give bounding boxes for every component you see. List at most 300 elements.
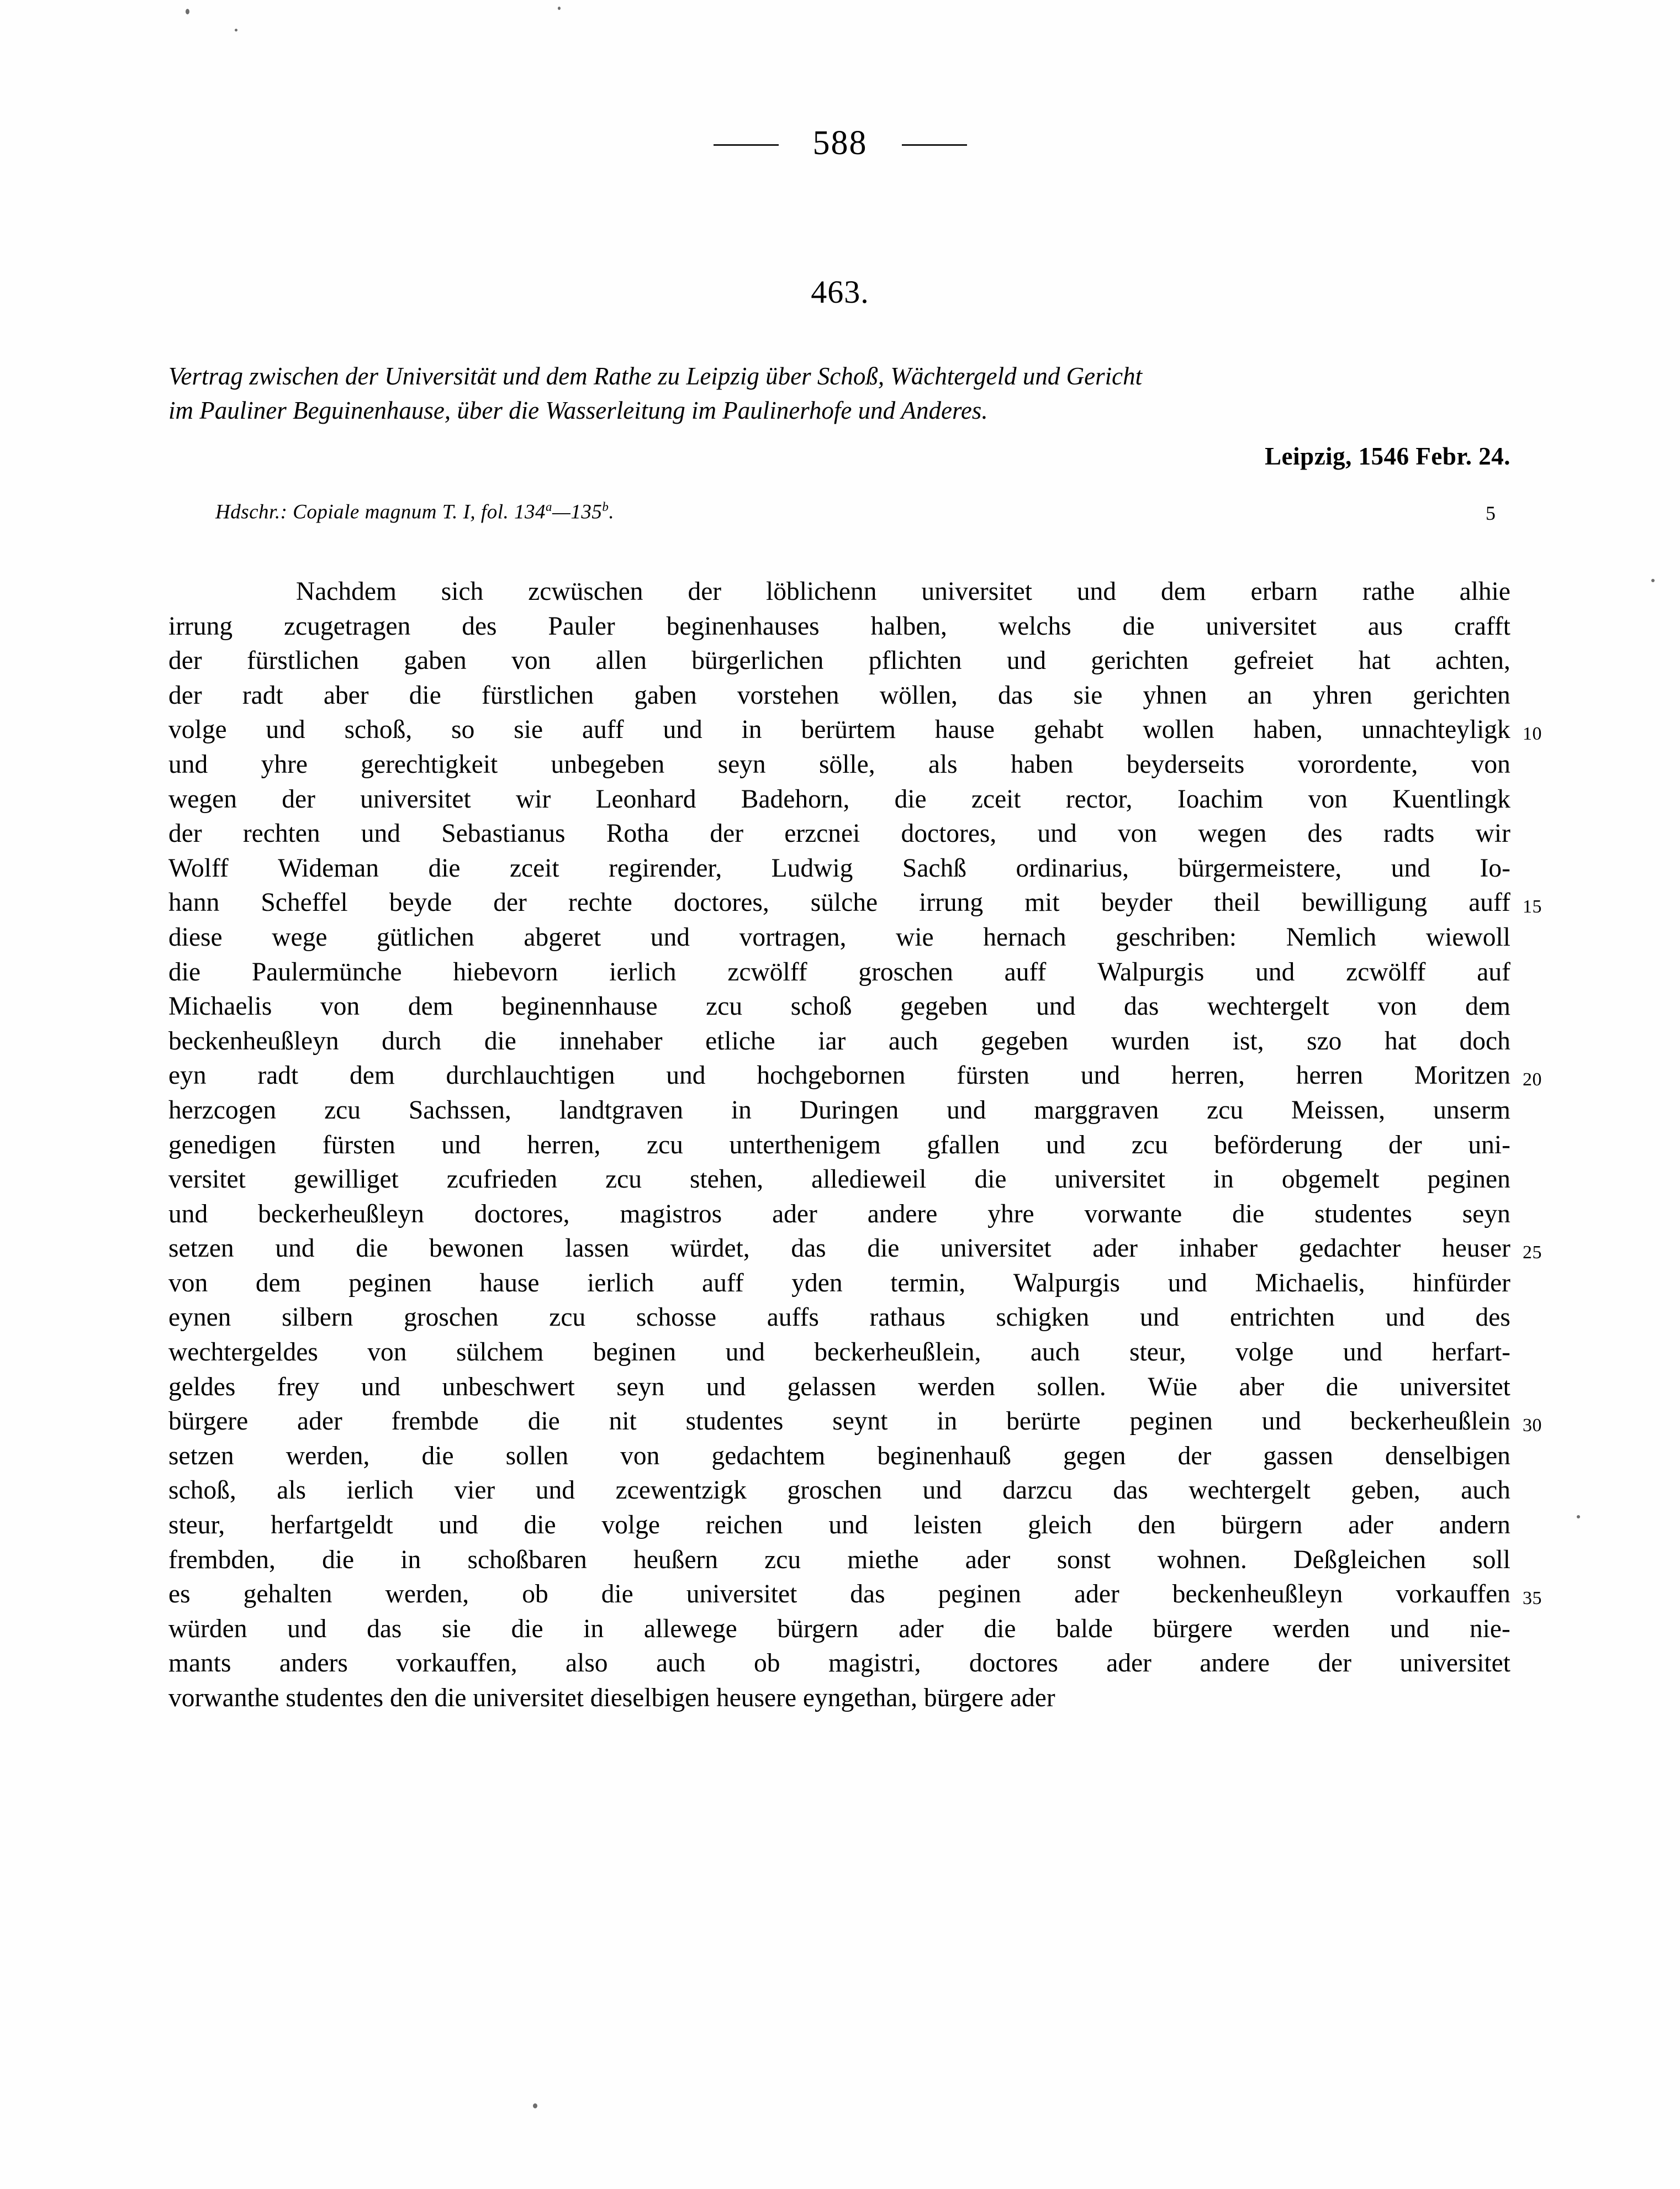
body-line — [168, 1162, 1510, 1197]
body-word: sich — [441, 577, 484, 606]
body-word: Rotha — [606, 819, 669, 848]
body-word: die — [356, 1234, 388, 1263]
body-word: eynen — [168, 1303, 231, 1332]
body-word: der — [1318, 1649, 1352, 1678]
body-word: eyngethan, — [802, 1684, 917, 1712]
body-word: bürgern — [1221, 1511, 1303, 1540]
body-word: geschriben: — [1116, 922, 1237, 952]
body-word: zcu — [1131, 1130, 1168, 1159]
body-line — [168, 1300, 1510, 1335]
body-word: und — [1076, 577, 1117, 606]
body-word: Leonhard — [595, 784, 696, 814]
body-word: magistros — [620, 1199, 722, 1228]
body-line — [168, 643, 1510, 678]
body-word: würdet, — [670, 1234, 750, 1263]
body-word: dem — [1465, 992, 1510, 1021]
body-word: sölle, — [818, 750, 875, 779]
body-word: Wolff — [168, 853, 229, 883]
body-word: anders — [279, 1649, 348, 1678]
body-word: das — [1113, 1476, 1148, 1505]
body-word: und — [1261, 1407, 1301, 1436]
body-line — [168, 1404, 1542, 1439]
body-word: vorordente, — [1297, 750, 1418, 779]
body-word: rechten — [242, 819, 320, 848]
body-word: von — [1308, 784, 1348, 814]
body-word: und — [439, 1511, 478, 1540]
body-word: halben, — [870, 611, 947, 641]
body-word: und — [361, 1372, 401, 1401]
body-line — [168, 1612, 1510, 1647]
body-word: volge — [601, 1511, 660, 1540]
body-word: groschen — [858, 957, 953, 987]
body-word: fürstlichen — [246, 646, 360, 676]
body-word: wiewoll — [1425, 922, 1510, 952]
body-word: werden, — [385, 1580, 469, 1609]
body-line — [168, 1197, 1510, 1232]
body-word: beckerheußlein — [1350, 1407, 1510, 1436]
body-word: und — [287, 1614, 327, 1643]
body-word: in — [1213, 1165, 1234, 1194]
body-word: iar — [818, 1026, 846, 1056]
body-text — [168, 574, 1542, 1716]
folio-dash: —135 — [552, 500, 603, 524]
body-word: von — [1377, 992, 1417, 1021]
body-word: der — [493, 888, 527, 917]
body-word: peginen — [938, 1580, 1022, 1609]
body-word: der — [282, 784, 315, 814]
body-word: studentes — [685, 1407, 784, 1436]
body-word: aber — [323, 681, 369, 710]
body-word: würden — [168, 1614, 247, 1643]
body-word: ader — [1348, 1511, 1393, 1540]
body-word: der — [168, 681, 202, 710]
body-word: sie — [442, 1614, 471, 1643]
body-word: universitet — [921, 577, 1032, 606]
line-number-25: 25 — [1523, 1242, 1542, 1263]
body-word: hat — [1358, 646, 1391, 676]
body-word: studentes — [1314, 1199, 1412, 1228]
body-word: die — [428, 853, 461, 883]
body-word: rathaus — [869, 1303, 945, 1332]
body-word: zcugetragen — [283, 611, 411, 641]
body-word: hiebevorn — [453, 957, 558, 987]
scan-speck — [533, 2103, 537, 2108]
body-word: gedachtem — [711, 1441, 826, 1470]
running-head — [0, 126, 1680, 160]
line-number-20: 20 — [1523, 1069, 1542, 1090]
body-word: zceit — [509, 853, 559, 883]
body-word: beginen — [593, 1338, 677, 1367]
body-word: Michaelis, — [1255, 1268, 1365, 1297]
body-word: wegen — [168, 784, 237, 814]
body-word: wurden — [1111, 1026, 1190, 1056]
body-line — [168, 1266, 1510, 1301]
body-word: in — [731, 1095, 752, 1125]
body-word: und — [1006, 646, 1047, 676]
body-word: andere — [1200, 1649, 1270, 1678]
body-word: die — [322, 1545, 355, 1574]
body-word: der — [168, 819, 202, 848]
body-word: zcufrieden — [446, 1165, 558, 1194]
body-word: schigken — [996, 1303, 1090, 1332]
line-number-10: 10 — [1523, 724, 1542, 745]
body-word: Io- — [1480, 853, 1510, 883]
body-word: Nachdem — [295, 577, 397, 606]
body-word: vorkauffen, — [396, 1649, 517, 1678]
body-word: ierlich — [609, 957, 677, 987]
body-line — [168, 1577, 1542, 1612]
body-word: marggraven — [1034, 1095, 1159, 1125]
manuscript-source: Copiale magnum T. I, fol. 134 — [293, 500, 546, 524]
body-word: und — [663, 715, 702, 745]
body-word: herren, — [527, 1130, 601, 1159]
body-line — [168, 1681, 1510, 1716]
body-word: ader — [898, 1614, 944, 1643]
scan-speck — [186, 9, 189, 14]
body-word: studentes — [286, 1684, 384, 1712]
body-word: wege — [272, 922, 327, 952]
body-word: die — [409, 681, 441, 710]
body-word: radt — [257, 1061, 299, 1090]
body-word: peginen — [1427, 1165, 1510, 1194]
body-word: etliche — [705, 1026, 775, 1056]
body-line — [168, 713, 1542, 747]
body-word: allewege — [643, 1614, 737, 1643]
body-word: auff — [582, 715, 624, 745]
body-word: gaben — [404, 646, 467, 676]
body-word: und — [1080, 1061, 1121, 1090]
body-word: welchs — [998, 611, 1071, 641]
body-word: es — [168, 1580, 191, 1609]
body-word: obgemelt — [1281, 1165, 1380, 1194]
body-word: Kuentlingk — [1392, 784, 1510, 814]
body-word: universitet — [360, 784, 471, 814]
body-word: und — [1139, 1303, 1180, 1332]
body-word: doctores, — [673, 888, 769, 917]
place-and-date: Leipzig, 1546 Febr. 24. — [1265, 442, 1510, 470]
body-word: volge — [1235, 1338, 1294, 1367]
body-word: und — [947, 1095, 986, 1125]
body-word: das — [1123, 992, 1159, 1021]
body-word: werden — [918, 1372, 995, 1401]
body-word: auf — [1477, 957, 1510, 987]
body-word: bewonen — [429, 1234, 524, 1263]
body-word: frembde — [391, 1407, 479, 1436]
body-word: die — [511, 1614, 543, 1643]
body-word: von — [367, 1338, 407, 1367]
body-word: als — [928, 750, 958, 779]
body-word: beyderseits — [1126, 750, 1245, 779]
body-word: seyn — [1462, 1199, 1510, 1228]
body-word: erzcnei — [784, 819, 860, 848]
body-word: gerichten — [1413, 681, 1510, 710]
regest-line-2: im Pauliner Beguinenhause, über die Wasserleitung im Paulinerhofe und Anderes. — [168, 397, 988, 425]
page-number: 588 — [812, 124, 868, 162]
body-word: und — [1385, 1303, 1425, 1332]
body-word: landtgraven — [559, 1095, 684, 1125]
body-word: gaben — [634, 681, 697, 710]
body-word: unserm — [1433, 1095, 1510, 1125]
body-word: universitet — [941, 1234, 1052, 1263]
body-word: bürgerlichen — [691, 646, 824, 676]
body-word: die — [1122, 611, 1155, 641]
body-word: inhaber — [1179, 1234, 1258, 1263]
body-line — [168, 989, 1510, 1024]
regest-line-1: Vertrag zwischen der Universität und dem Rathe zu Leipzig über Schoß, Wächtergeld und Gericht — [168, 362, 1143, 390]
body-word: seyn — [717, 750, 766, 779]
body-line — [168, 955, 1510, 990]
body-line — [168, 1370, 1510, 1405]
body-word: und — [666, 1061, 706, 1090]
body-word: und — [1343, 1338, 1383, 1367]
body-word: Walpurgis — [1097, 957, 1204, 987]
body-line — [168, 574, 1510, 609]
body-word: nie- — [1469, 1614, 1510, 1643]
body-word: herren, — [1171, 1061, 1245, 1090]
body-word: bürgern — [777, 1614, 859, 1643]
body-word: Duringen — [799, 1095, 899, 1125]
body-line — [168, 1335, 1510, 1370]
body-line — [168, 609, 1510, 644]
body-word: also — [566, 1649, 608, 1678]
body-word: vier — [454, 1476, 495, 1505]
body-word: berürte — [1006, 1407, 1081, 1436]
body-word: der — [1388, 1130, 1422, 1159]
body-word: die — [527, 1407, 560, 1436]
body-word: herfartgeldt — [271, 1511, 393, 1540]
body-word: gehabt — [1033, 715, 1104, 745]
body-word: fürstlichen — [481, 681, 594, 710]
body-word: den — [390, 1684, 428, 1712]
body-word: vorwante — [1084, 1199, 1182, 1228]
body-word: Meissen, — [1291, 1095, 1386, 1125]
body-word: beginenhauß — [877, 1441, 1012, 1470]
body-word: heußern — [633, 1545, 718, 1574]
body-word: löblichenn — [766, 577, 877, 606]
body-word: wegen — [1198, 819, 1267, 848]
body-word: ist, — [1232, 1026, 1264, 1056]
body-word: geldes — [168, 1372, 236, 1401]
body-word: achten, — [1435, 646, 1510, 676]
body-word: yden — [791, 1268, 843, 1297]
scan-speck — [235, 29, 237, 31]
body-word: heusere — [716, 1684, 797, 1712]
body-word: Wideman — [278, 853, 379, 883]
body-word: zcu — [706, 992, 743, 1021]
body-word: gegen — [1063, 1441, 1126, 1470]
body-word: miethe — [847, 1545, 919, 1574]
body-word: und — [168, 1199, 208, 1228]
body-word: Walpurgis — [1013, 1268, 1120, 1297]
body-word: ierlich — [587, 1268, 654, 1297]
manuscript-terminator: . — [609, 500, 615, 524]
body-word: aus — [1367, 611, 1403, 641]
body-word: vortragen, — [739, 922, 847, 952]
body-word: die — [601, 1580, 633, 1609]
body-word: das — [998, 681, 1033, 710]
body-word: ader — [1092, 1234, 1138, 1263]
body-word: auch — [888, 1026, 938, 1056]
body-word: auch — [1461, 1476, 1510, 1505]
body-word: und — [1255, 957, 1295, 987]
body-word: Ioachim — [1177, 784, 1264, 814]
body-word: mit — [1024, 888, 1060, 917]
body-word: aber — [1239, 1372, 1285, 1401]
body-word: Moritzen — [1414, 1061, 1510, 1090]
body-line — [168, 1128, 1510, 1163]
body-word: peginen — [1129, 1407, 1213, 1436]
body-word: und — [725, 1338, 765, 1367]
body-word: wohnen. — [1157, 1545, 1247, 1574]
body-word: peginen — [348, 1268, 432, 1297]
head-rule-right — [902, 144, 967, 146]
body-word: universitet — [686, 1580, 797, 1609]
body-word: wir — [515, 784, 551, 814]
body-word: unnachteyligk — [1361, 715, 1510, 745]
body-word: zcu — [764, 1545, 801, 1574]
body-word: theil — [1213, 888, 1261, 917]
line-number-35: 35 — [1523, 1588, 1542, 1609]
line-number-15: 15 — [1523, 896, 1542, 917]
body-word: und — [441, 1130, 481, 1159]
body-word: ordinarius, — [1016, 853, 1129, 883]
body-word: von — [511, 646, 551, 676]
body-word: beckenheußleyn — [1172, 1580, 1343, 1609]
body-word: zceit — [971, 784, 1021, 814]
scan-speck — [1577, 1515, 1580, 1518]
body-word: reichen — [705, 1511, 783, 1540]
body-word: sollen — [505, 1441, 569, 1470]
body-word: ierlich — [346, 1476, 414, 1505]
body-word: hernach — [983, 922, 1066, 952]
body-word: zcu — [605, 1165, 642, 1194]
body-word: Sachß — [902, 853, 966, 883]
body-line — [168, 1473, 1510, 1508]
body-word: die — [434, 1684, 467, 1712]
body-word: setzen — [168, 1441, 234, 1470]
body-word: zcewentzigk — [615, 1476, 747, 1505]
line-number-5: 5 — [1486, 502, 1496, 524]
body-word: frey — [277, 1372, 320, 1401]
body-word: gfallen — [927, 1130, 1000, 1159]
body-word: auch — [1030, 1338, 1080, 1367]
body-word: entrichten — [1229, 1303, 1335, 1332]
body-word: und — [1036, 992, 1076, 1021]
body-word: groschen — [404, 1303, 499, 1332]
body-word: der — [168, 646, 202, 676]
body-word: yhre — [987, 1199, 1034, 1228]
body-word: irrung — [168, 611, 233, 641]
body-word: und — [266, 715, 305, 745]
body-word: universitet — [473, 1684, 584, 1712]
body-word: eyn — [168, 1061, 207, 1090]
body-word: die — [894, 784, 927, 814]
body-word: yhnen — [1143, 681, 1207, 710]
body-word: gewilliget — [293, 1165, 399, 1194]
body-word: dem — [349, 1061, 395, 1090]
body-word: Wüe — [1148, 1372, 1197, 1401]
body-word: gerichten — [1091, 646, 1189, 676]
body-word: crafft — [1454, 611, 1510, 641]
body-word: beginennhause — [501, 992, 658, 1021]
body-word: rechte — [568, 888, 632, 917]
body-word: auffs — [767, 1303, 819, 1332]
manuscript-note — [215, 500, 614, 524]
body-word: und — [922, 1476, 962, 1505]
body-word: auff — [702, 1268, 744, 1297]
body-word: steur, — [1129, 1338, 1186, 1367]
body-word: wechtergeldes — [168, 1338, 318, 1367]
body-word: und — [361, 819, 401, 848]
body-word: lassen — [565, 1234, 630, 1263]
body-word: von — [1117, 819, 1158, 848]
body-word: volge — [168, 715, 227, 745]
body-word: ader — [1106, 1649, 1151, 1678]
body-word: beckerheußleyn — [258, 1199, 424, 1228]
body-word: und — [1037, 819, 1077, 848]
body-word: heuser — [1442, 1234, 1510, 1263]
body-word: Badehorn, — [741, 784, 850, 814]
body-word: doch — [1459, 1026, 1510, 1056]
body-word: bürgere — [1153, 1614, 1233, 1643]
body-word: rathe — [1362, 577, 1415, 606]
body-word: leisten — [913, 1511, 982, 1540]
body-word: Ludwig — [771, 853, 853, 883]
body-word: und — [1391, 853, 1431, 883]
body-word: haben, — [1253, 715, 1323, 745]
body-line — [168, 1439, 1510, 1474]
body-word: fürsten — [322, 1130, 395, 1159]
body-word: berürtem — [801, 715, 896, 745]
body-word: von — [320, 992, 360, 1021]
body-word: und — [1390, 1614, 1430, 1643]
body-word: zcwüschen — [528, 577, 643, 606]
body-word: des — [1475, 1303, 1510, 1332]
body-word: radt — [242, 681, 283, 710]
body-word: dieselbigen — [590, 1684, 710, 1712]
body-word: und — [275, 1234, 315, 1263]
body-word: seyn — [616, 1372, 665, 1401]
folio-recto-superscript: a — [546, 500, 552, 514]
body-word: durch — [382, 1026, 442, 1056]
body-word: beyder — [1101, 888, 1172, 917]
body-word: haben — [1010, 750, 1074, 779]
body-word: doctores, — [474, 1199, 570, 1228]
body-word: herfart- — [1431, 1338, 1510, 1367]
body-word: von — [620, 1441, 660, 1470]
body-word: andern — [1439, 1511, 1510, 1540]
body-line — [168, 920, 1510, 955]
body-word: gedachter — [1298, 1234, 1401, 1263]
body-word: das — [791, 1234, 826, 1263]
body-word: beckerheußlein, — [814, 1338, 981, 1367]
body-word: schosse — [636, 1303, 717, 1332]
body-word: gerechtigkeit — [361, 750, 498, 779]
body-word: hinfürder — [1413, 1268, 1510, 1297]
body-word: gehalten — [243, 1580, 332, 1609]
paragraph-indent — [168, 574, 251, 609]
body-line — [168, 1024, 1510, 1059]
body-word: an — [1247, 681, 1272, 710]
body-word: beyde — [389, 888, 452, 917]
body-word: allen — [595, 646, 647, 676]
body-word: ader — [772, 1199, 817, 1228]
body-word: wechtergelt — [1207, 992, 1329, 1021]
body-word: groschen — [787, 1476, 882, 1505]
body-word: versitet — [168, 1165, 246, 1194]
body-word: in — [741, 715, 762, 745]
body-word: Michaelis — [168, 992, 272, 1021]
